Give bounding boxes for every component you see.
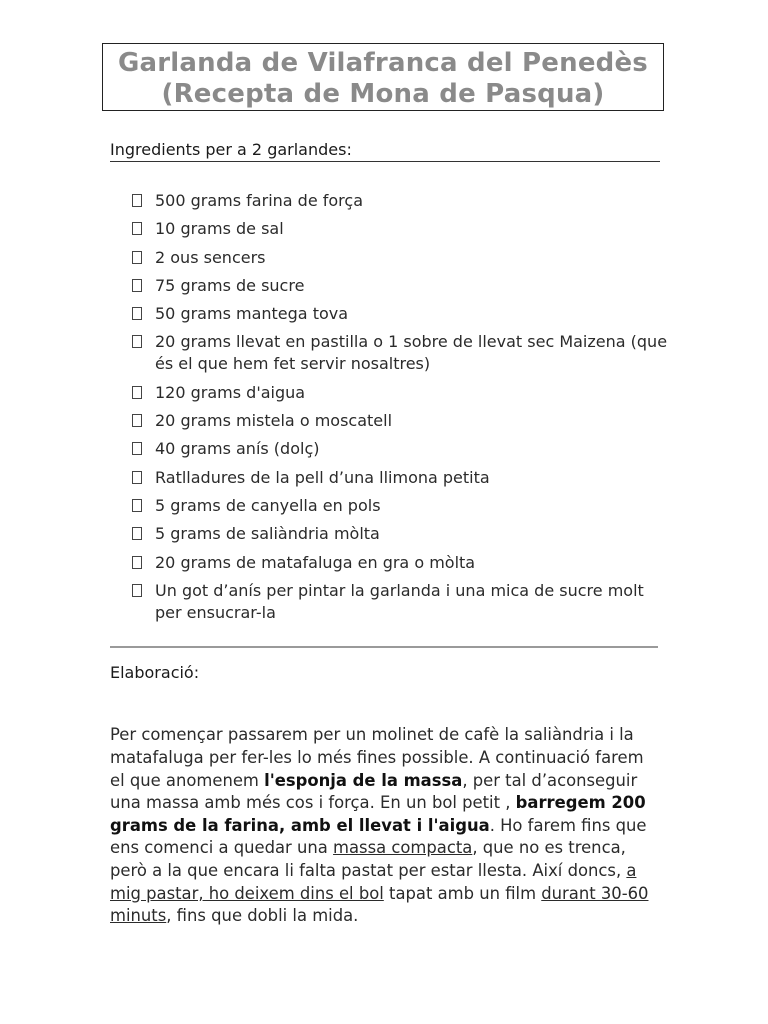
title-box xyxy=(102,43,664,111)
ingredient-text: 20 grams llevat en pastilla o 1 sobre de llevat sec Maizena (que és el que hem fet servir nosaltres) xyxy=(155,332,668,374)
elaboracio-heading xyxy=(110,662,199,684)
list-item xyxy=(132,331,672,375)
section-divider xyxy=(110,646,658,648)
elab-text-3: . Ho farem fins que ens comenci a quedar una xyxy=(110,815,647,858)
elab-bold-1: l'esponja de la massa xyxy=(264,770,463,790)
list-item xyxy=(132,382,672,404)
ingredient-text: 500 grams farina de força xyxy=(155,191,363,210)
list-item xyxy=(132,247,672,269)
list-item xyxy=(132,218,672,240)
ingredient-text: 40 grams anís (dolç) xyxy=(155,439,320,459)
list-item xyxy=(132,523,672,545)
ingredient-text: 5 grams de saliàndria mòlta xyxy=(155,524,380,544)
list-item xyxy=(132,410,672,432)
ingredient-text: Un got d’anís per pintar la garlanda i una mica de sucre molt per ensucrar-la xyxy=(155,580,644,622)
elab-underline-2: a mig pastar, ho deixem dins el bol xyxy=(110,860,637,903)
list-item xyxy=(132,467,672,489)
checkbox-icon xyxy=(132,194,142,207)
checkbox-icon xyxy=(132,307,142,320)
checkbox-icon xyxy=(132,222,142,235)
checkbox-icon xyxy=(132,556,142,569)
list-item xyxy=(132,303,672,325)
list-item xyxy=(132,438,672,460)
elaboracio-paragraph xyxy=(110,724,658,927)
ingredients-heading-colon: : xyxy=(346,140,352,159)
elaboracio-heading-colon: : xyxy=(193,663,200,682)
ingredient-text: 50 grams mantega tova xyxy=(155,304,349,324)
list-item xyxy=(132,190,672,212)
title-line-1: Garlanda de Vilafranca del Penedès xyxy=(118,48,648,78)
elab-text-2: , per tal d’aconseguir una massa amb més cos i força. En un bol petit , xyxy=(110,770,638,813)
checkbox-icon xyxy=(132,471,142,484)
checkbox-icon xyxy=(132,251,142,264)
list-item xyxy=(132,495,672,517)
elab-underline-3: durant 30-60 minuts xyxy=(110,883,649,926)
ingredient-text: 10 grams de sal xyxy=(155,219,284,239)
title-line-2: (Recepta de Mona de Pasqua) xyxy=(161,79,605,109)
list-item xyxy=(132,552,672,574)
checkbox-icon xyxy=(132,499,142,512)
elab-underline-1: massa compacta xyxy=(333,838,473,858)
ingredient-text: 20 grams de matafaluga en gra o mòlta xyxy=(155,552,476,572)
list-item xyxy=(132,580,672,624)
ingredient-text: 2 ous sencers xyxy=(155,247,266,267)
elab-bold-2: barregem 200 grams de la farina, amb el llevat i l'aigua xyxy=(110,793,646,835)
ingredient-text: 5 grams de canyella en pols xyxy=(155,495,381,515)
list-item xyxy=(132,275,672,297)
elab-text-1: Per començar passarem per un molinet de cafè la saliàndria i la matafaluga per fer-les lo més fines possible. A continuació farem el que anomenem xyxy=(110,725,644,790)
checkbox-icon xyxy=(132,414,142,427)
elaboracio-heading-text: Elaboració xyxy=(110,663,194,682)
ingredient-text: 120 grams d'aigua xyxy=(155,382,306,402)
checkbox-icon xyxy=(132,442,142,455)
elab-text-4: , que no es trenca, però a la que encara li falta pastat per estar llesta. Així doncs, xyxy=(110,838,627,880)
ingredient-text: Ratlladures de la pell d’una llimona petita xyxy=(155,467,490,487)
checkbox-icon xyxy=(132,584,142,597)
ingredients-list xyxy=(132,190,672,630)
elab-text-5: tapat amb un film xyxy=(383,883,542,903)
ingredients-heading-text: Ingredients per a 2 garlandes xyxy=(110,140,347,159)
ingredient-text: 20 grams mistela o moscatell xyxy=(155,411,393,431)
checkbox-icon xyxy=(132,386,142,399)
checkbox-icon xyxy=(132,279,142,292)
checkbox-icon xyxy=(132,527,142,540)
ingredient-text: 75 grams de sucre xyxy=(155,275,305,295)
ingredients-heading xyxy=(110,139,660,162)
elab-text-6: , fins que dobli la mida. xyxy=(166,906,359,926)
checkbox-icon xyxy=(132,335,142,348)
